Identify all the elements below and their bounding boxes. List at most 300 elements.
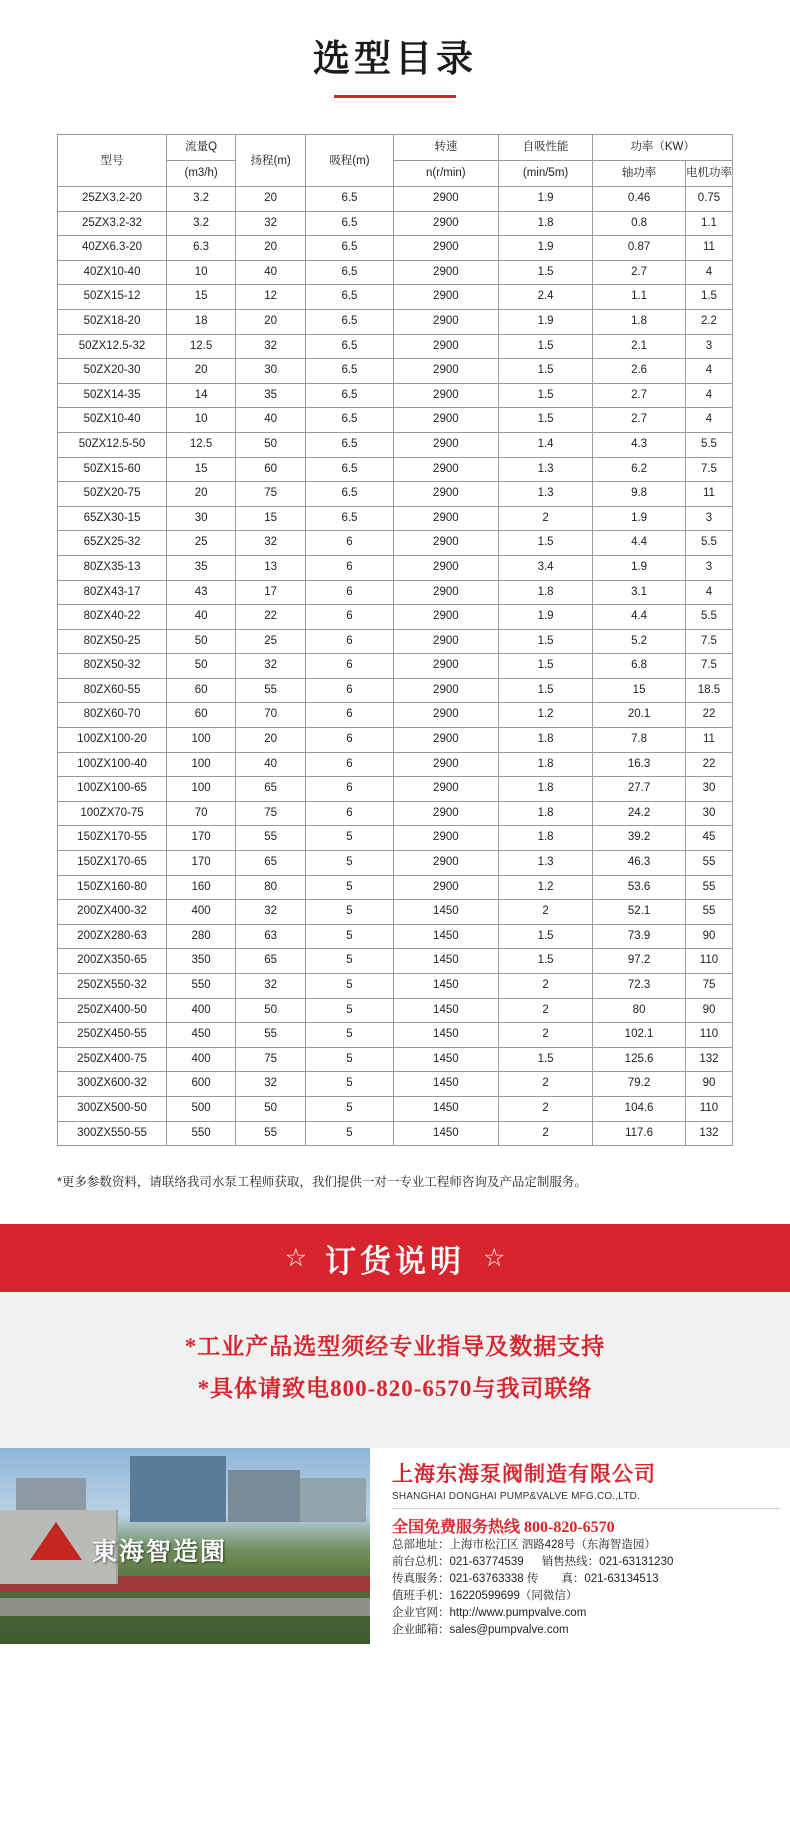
cell-value: 6.5 bbox=[306, 334, 394, 359]
cell-value: 5 bbox=[306, 974, 394, 999]
table-row bbox=[58, 506, 733, 531]
cell-value: 1450 bbox=[393, 1023, 498, 1048]
cell-value: 32 bbox=[236, 974, 306, 999]
cell-value: 18.5 bbox=[685, 678, 732, 703]
table-row bbox=[58, 1096, 733, 1121]
cell-value: 6 bbox=[306, 555, 394, 580]
cell-value: 20 bbox=[236, 728, 306, 753]
th-speed: 转速 bbox=[393, 135, 498, 161]
cell-model: 150ZX170-55 bbox=[58, 826, 167, 851]
table-row bbox=[58, 334, 733, 359]
order-section bbox=[0, 1224, 790, 1448]
cell-value: 15 bbox=[593, 678, 686, 703]
cell-value: 55 bbox=[685, 851, 732, 876]
cell-value: 550 bbox=[167, 974, 236, 999]
cell-value: 3 bbox=[685, 334, 732, 359]
cell-model: 65ZX25-32 bbox=[58, 531, 167, 556]
cell-value: 2900 bbox=[393, 703, 498, 728]
cell-value: 5 bbox=[306, 998, 394, 1023]
cell-value: 2.7 bbox=[593, 408, 686, 433]
cell-value: 1450 bbox=[393, 998, 498, 1023]
cell-value: 73.9 bbox=[593, 924, 686, 949]
table-row bbox=[58, 1047, 733, 1072]
table-row bbox=[58, 1121, 733, 1146]
cell-value: 6.5 bbox=[306, 309, 394, 334]
factory-photo bbox=[0, 1448, 370, 1644]
cell-value: 32 bbox=[236, 900, 306, 925]
company-name-cn: 上海东海泵阀制造有限公司 bbox=[392, 1462, 656, 1487]
cell-value: 4 bbox=[685, 408, 732, 433]
cell-value: 3.4 bbox=[498, 555, 592, 580]
cell-model: 80ZX35-13 bbox=[58, 555, 167, 580]
cell-value: 2900 bbox=[393, 309, 498, 334]
cell-value: 5 bbox=[306, 949, 394, 974]
cell-value: 6.2 bbox=[593, 457, 686, 482]
cell-value: 1.5 bbox=[498, 678, 592, 703]
table-row bbox=[58, 580, 733, 605]
th-speed-unit: n(r/min) bbox=[393, 161, 498, 187]
cell-model: 300ZX600-32 bbox=[58, 1072, 167, 1097]
cell-value: 110 bbox=[685, 1023, 732, 1048]
photo-road bbox=[0, 1598, 370, 1616]
table-row bbox=[58, 482, 733, 507]
cell-value: 2900 bbox=[393, 359, 498, 384]
cell-model: 300ZX550-55 bbox=[58, 1121, 167, 1146]
cell-value: 12.5 bbox=[167, 432, 236, 457]
cell-value: 0.46 bbox=[593, 187, 686, 212]
table-row bbox=[58, 826, 733, 851]
cell-value: 60 bbox=[167, 703, 236, 728]
cell-value: 1450 bbox=[393, 1072, 498, 1097]
cell-value: 75 bbox=[236, 801, 306, 826]
cell-value: 1450 bbox=[393, 1121, 498, 1146]
cell-value: 5 bbox=[306, 826, 394, 851]
cell-value: 75 bbox=[685, 974, 732, 999]
cell-value: 2900 bbox=[393, 678, 498, 703]
cell-value: 1450 bbox=[393, 900, 498, 925]
cell-value: 72.3 bbox=[593, 974, 686, 999]
table-row bbox=[58, 949, 733, 974]
spec-table-body bbox=[58, 187, 733, 1146]
cell-value: 55 bbox=[236, 1121, 306, 1146]
cell-value: 1450 bbox=[393, 1047, 498, 1072]
cell-value: 4 bbox=[685, 580, 732, 605]
footer-contact-row bbox=[392, 1588, 780, 1605]
table-row bbox=[58, 974, 733, 999]
table-row bbox=[58, 285, 733, 310]
company-logo-icon bbox=[30, 1522, 82, 1560]
cell-value: 70 bbox=[236, 703, 306, 728]
table-row bbox=[58, 408, 733, 433]
cell-value: 55 bbox=[236, 1023, 306, 1048]
cell-value: 0.87 bbox=[593, 236, 686, 261]
cell-value: 6 bbox=[306, 629, 394, 654]
cell-value: 20 bbox=[167, 482, 236, 507]
cell-value: 100 bbox=[167, 728, 236, 753]
cell-value: 1.5 bbox=[498, 334, 592, 359]
cell-value: 40 bbox=[167, 605, 236, 630]
cell-value: 1.1 bbox=[593, 285, 686, 310]
cell-value: 5 bbox=[306, 1047, 394, 1072]
cell-value: 60 bbox=[236, 457, 306, 482]
cell-value: 65 bbox=[236, 777, 306, 802]
cell-value: 0.75 bbox=[685, 187, 732, 212]
cell-value: 1.5 bbox=[498, 260, 592, 285]
cell-value: 5.5 bbox=[685, 432, 732, 457]
cell-value: 2 bbox=[498, 1072, 592, 1097]
cell-value: 4 bbox=[685, 359, 732, 384]
cell-value: 400 bbox=[167, 998, 236, 1023]
cell-value: 1.5 bbox=[498, 949, 592, 974]
cell-value: 1.2 bbox=[498, 875, 592, 900]
cell-value: 22 bbox=[236, 605, 306, 630]
table-row bbox=[58, 801, 733, 826]
cell-model: 200ZX400-32 bbox=[58, 900, 167, 925]
cell-value: 4 bbox=[685, 383, 732, 408]
cell-value: 1.8 bbox=[593, 309, 686, 334]
table-row bbox=[58, 875, 733, 900]
cell-value: 1.4 bbox=[498, 432, 592, 457]
cell-value: 6 bbox=[306, 728, 394, 753]
cell-value: 22 bbox=[685, 703, 732, 728]
cell-value: 4.4 bbox=[593, 605, 686, 630]
footer-contact-left: 企业官网：http://www.pumpvalve.com bbox=[392, 1607, 587, 1620]
cell-value: 2900 bbox=[393, 728, 498, 753]
cell-value: 2900 bbox=[393, 629, 498, 654]
cell-value: 50 bbox=[236, 1096, 306, 1121]
th-motor-power: 电机功率 bbox=[685, 161, 732, 187]
cell-value: 90 bbox=[685, 1072, 732, 1097]
table-row bbox=[58, 678, 733, 703]
cell-value: 1.8 bbox=[498, 826, 592, 851]
cell-value: 1450 bbox=[393, 924, 498, 949]
cell-model: 65ZX30-15 bbox=[58, 506, 167, 531]
cell-value: 15 bbox=[167, 285, 236, 310]
hotline: 全国免费服务热线 800-820-6570 bbox=[392, 1508, 780, 1537]
cell-value: 6.5 bbox=[306, 359, 394, 384]
cell-value: 55 bbox=[685, 900, 732, 925]
cell-model: 150ZX160-80 bbox=[58, 875, 167, 900]
footer-contact-row bbox=[392, 1537, 780, 1554]
cell-value: 2900 bbox=[393, 408, 498, 433]
cell-value: 5 bbox=[306, 900, 394, 925]
cell-value: 5.2 bbox=[593, 629, 686, 654]
cell-value: 2900 bbox=[393, 801, 498, 826]
photo-building-3 bbox=[300, 1478, 366, 1522]
cell-value: 100 bbox=[167, 752, 236, 777]
cell-value: 3 bbox=[685, 506, 732, 531]
cell-value: 2 bbox=[498, 1096, 592, 1121]
footer-contact-row bbox=[392, 1605, 780, 1622]
cell-value: 12.5 bbox=[167, 334, 236, 359]
cell-value: 1.9 bbox=[498, 309, 592, 334]
cell-model: 200ZX350-65 bbox=[58, 949, 167, 974]
cell-value: 5.5 bbox=[685, 531, 732, 556]
cell-value: 1.8 bbox=[498, 752, 592, 777]
cell-value: 5 bbox=[306, 1072, 394, 1097]
cell-value: 3.2 bbox=[167, 211, 236, 236]
cell-value: 2900 bbox=[393, 777, 498, 802]
cell-value: 2 bbox=[498, 506, 592, 531]
cell-model: 40ZX6.3-20 bbox=[58, 236, 167, 261]
cell-model: 25ZX3.2-32 bbox=[58, 211, 167, 236]
cell-value: 1.9 bbox=[498, 187, 592, 212]
cell-value: 5 bbox=[306, 924, 394, 949]
table-row bbox=[58, 236, 733, 261]
table-row bbox=[58, 924, 733, 949]
cell-value: 2.7 bbox=[593, 383, 686, 408]
cell-value: 30 bbox=[167, 506, 236, 531]
cell-value: 2.4 bbox=[498, 285, 592, 310]
cell-value: 100 bbox=[167, 777, 236, 802]
cell-model: 80ZX50-25 bbox=[58, 629, 167, 654]
cell-value: 2900 bbox=[393, 506, 498, 531]
cell-value: 1.8 bbox=[498, 580, 592, 605]
cell-value: 5 bbox=[306, 1096, 394, 1121]
cell-value: 2900 bbox=[393, 826, 498, 851]
page-title: 选型目录 bbox=[313, 39, 477, 80]
cell-model: 80ZX50-32 bbox=[58, 654, 167, 679]
cell-value: 40 bbox=[236, 408, 306, 433]
cell-value: 40 bbox=[236, 752, 306, 777]
cell-value: 43 bbox=[167, 580, 236, 605]
th-flow: 流量Q bbox=[167, 135, 236, 161]
table-row bbox=[58, 777, 733, 802]
cell-value: 2900 bbox=[393, 580, 498, 605]
th-power: 功率（KW） bbox=[593, 135, 733, 161]
cell-model: 80ZX40-22 bbox=[58, 605, 167, 630]
cell-value: 32 bbox=[236, 531, 306, 556]
cell-value: 1.3 bbox=[498, 851, 592, 876]
cell-value: 450 bbox=[167, 1023, 236, 1048]
cell-model: 80ZX60-70 bbox=[58, 703, 167, 728]
cell-value: 32 bbox=[236, 334, 306, 359]
cell-value: 3.1 bbox=[593, 580, 686, 605]
cell-value: 6 bbox=[306, 801, 394, 826]
cell-value: 6.5 bbox=[306, 457, 394, 482]
cell-value: 104.6 bbox=[593, 1096, 686, 1121]
cell-value: 80 bbox=[593, 998, 686, 1023]
cell-value: 30 bbox=[685, 777, 732, 802]
cell-value: 6.3 bbox=[167, 236, 236, 261]
cell-value: 50 bbox=[236, 432, 306, 457]
order-line-2: *具体请致电800-820-6570与我司联络 bbox=[197, 1376, 593, 1402]
cell-value: 1450 bbox=[393, 974, 498, 999]
table-row bbox=[58, 851, 733, 876]
cell-value: 400 bbox=[167, 1047, 236, 1072]
photo-building-1 bbox=[130, 1456, 226, 1522]
cell-value: 17 bbox=[236, 580, 306, 605]
th-model: 型号 bbox=[58, 135, 167, 187]
cell-value: 3.2 bbox=[167, 187, 236, 212]
cell-model: 50ZX14-35 bbox=[58, 383, 167, 408]
company-name-en: SHANGHAI DONGHAI PUMP&VALVE MFG.CO.,LTD. bbox=[392, 1491, 641, 1503]
cell-value: 1.9 bbox=[593, 555, 686, 580]
cell-value: 55 bbox=[236, 826, 306, 851]
cell-value: 1.9 bbox=[498, 605, 592, 630]
cell-value: 2900 bbox=[393, 187, 498, 212]
cell-value: 1.1 bbox=[685, 211, 732, 236]
cell-model: 250ZX550-32 bbox=[58, 974, 167, 999]
footer-contact-rows bbox=[392, 1537, 780, 1639]
spec-table bbox=[57, 134, 733, 1146]
cell-value: 63 bbox=[236, 924, 306, 949]
spec-table-head bbox=[58, 135, 733, 187]
cell-value: 1.8 bbox=[498, 777, 592, 802]
footer-contact-left: 传真服务：021-63763338 传 真：021-63134513 bbox=[392, 1573, 659, 1586]
cell-value: 5 bbox=[306, 851, 394, 876]
cell-value: 4.3 bbox=[593, 432, 686, 457]
cell-value: 2 bbox=[498, 1023, 592, 1048]
cell-value: 280 bbox=[167, 924, 236, 949]
cell-value: 2.6 bbox=[593, 359, 686, 384]
cell-value: 46.3 bbox=[593, 851, 686, 876]
cell-value: 12 bbox=[236, 285, 306, 310]
cell-value: 45 bbox=[685, 826, 732, 851]
th-shaft-power: 轴功率 bbox=[593, 161, 686, 187]
footer-contact-left: 总部地址：上海市松江区 泗路428号（东海智造园） bbox=[392, 1539, 656, 1552]
table-row bbox=[58, 1072, 733, 1097]
cell-value: 6 bbox=[306, 580, 394, 605]
cell-value: 5 bbox=[306, 875, 394, 900]
cell-value: 39.2 bbox=[593, 826, 686, 851]
cell-value: 132 bbox=[685, 1121, 732, 1146]
cell-value: 65 bbox=[236, 949, 306, 974]
cell-value: 55 bbox=[685, 875, 732, 900]
cell-value: 65 bbox=[236, 851, 306, 876]
cell-value: 117.6 bbox=[593, 1121, 686, 1146]
cell-value: 2 bbox=[498, 1121, 592, 1146]
star-right-icon: ☆ bbox=[483, 1243, 506, 1272]
cell-value: 6.5 bbox=[306, 408, 394, 433]
cell-value: 50 bbox=[167, 629, 236, 654]
cell-value: 75 bbox=[236, 1047, 306, 1072]
cell-value: 3 bbox=[685, 555, 732, 580]
cell-value: 110 bbox=[685, 1096, 732, 1121]
cell-value: 6 bbox=[306, 605, 394, 630]
cell-value: 1.2 bbox=[498, 703, 592, 728]
spec-table-wrapper bbox=[0, 98, 790, 1146]
cell-value: 2900 bbox=[393, 432, 498, 457]
table-row bbox=[58, 555, 733, 580]
cell-value: 2900 bbox=[393, 851, 498, 876]
cell-value: 1.5 bbox=[685, 285, 732, 310]
table-row bbox=[58, 531, 733, 556]
cell-value: 4 bbox=[685, 260, 732, 285]
photo-logo-text: 東海智造園 bbox=[92, 1539, 228, 1567]
table-row bbox=[58, 187, 733, 212]
table-row bbox=[58, 211, 733, 236]
cell-value: 15 bbox=[236, 506, 306, 531]
cell-value: 20 bbox=[236, 187, 306, 212]
cell-value: 160 bbox=[167, 875, 236, 900]
cell-model: 50ZX12.5-32 bbox=[58, 334, 167, 359]
cell-value: 2900 bbox=[393, 875, 498, 900]
cell-value: 97.2 bbox=[593, 949, 686, 974]
cell-value: 6.5 bbox=[306, 482, 394, 507]
cell-value: 132 bbox=[685, 1047, 732, 1072]
cell-value: 5 bbox=[306, 1023, 394, 1048]
cell-value: 10 bbox=[167, 408, 236, 433]
cell-value: 6.5 bbox=[306, 432, 394, 457]
cell-model: 50ZX15-60 bbox=[58, 457, 167, 482]
cell-value: 11 bbox=[685, 482, 732, 507]
th-suction: 吸程(m) bbox=[306, 135, 394, 187]
cell-value: 170 bbox=[167, 851, 236, 876]
table-row bbox=[58, 752, 733, 777]
cell-value: 2900 bbox=[393, 334, 498, 359]
cell-value: 15 bbox=[167, 457, 236, 482]
cell-value: 125.6 bbox=[593, 1047, 686, 1072]
th-selfprime: 自吸性能 bbox=[498, 135, 592, 161]
cell-value: 2900 bbox=[393, 457, 498, 482]
cell-value: 9.8 bbox=[593, 482, 686, 507]
cell-value: 2900 bbox=[393, 482, 498, 507]
cell-value: 10 bbox=[167, 260, 236, 285]
cell-value: 32 bbox=[236, 654, 306, 679]
order-banner-title: 订货说明 bbox=[325, 1243, 465, 1279]
cell-value: 32 bbox=[236, 1072, 306, 1097]
cell-value: 11 bbox=[685, 236, 732, 261]
cell-value: 25 bbox=[236, 629, 306, 654]
cell-value: 6.5 bbox=[306, 506, 394, 531]
cell-value: 1.5 bbox=[498, 383, 592, 408]
cell-value: 1450 bbox=[393, 1096, 498, 1121]
table-row bbox=[58, 900, 733, 925]
cell-value: 7.5 bbox=[685, 654, 732, 679]
cell-value: 5.5 bbox=[685, 605, 732, 630]
footer-contact-right: 销售热线：021-63131230 bbox=[541, 1556, 674, 1569]
cell-value: 2 bbox=[498, 998, 592, 1023]
cell-value: 18 bbox=[167, 309, 236, 334]
th-flow-unit: (m3/h) bbox=[167, 161, 236, 187]
header-row-top bbox=[58, 135, 733, 161]
cell-value: 40 bbox=[236, 260, 306, 285]
cell-value: 170 bbox=[167, 826, 236, 851]
table-row bbox=[58, 654, 733, 679]
cell-value: 0.8 bbox=[593, 211, 686, 236]
cell-model: 50ZX15-12 bbox=[58, 285, 167, 310]
table-row bbox=[58, 457, 733, 482]
cell-model: 80ZX60-55 bbox=[58, 678, 167, 703]
cell-value: 1.9 bbox=[498, 236, 592, 261]
cell-value: 1.5 bbox=[498, 531, 592, 556]
cell-value: 1.9 bbox=[593, 506, 686, 531]
cell-value: 2900 bbox=[393, 654, 498, 679]
order-line-1: *工业产品选型须经专业指导及数据支持 bbox=[184, 1334, 606, 1360]
cell-value: 35 bbox=[167, 555, 236, 580]
cell-value: 2900 bbox=[393, 260, 498, 285]
cell-value: 6 bbox=[306, 752, 394, 777]
cell-model: 100ZX100-65 bbox=[58, 777, 167, 802]
cell-value: 22 bbox=[685, 752, 732, 777]
cell-model: 300ZX500-50 bbox=[58, 1096, 167, 1121]
cell-value: 1.5 bbox=[498, 408, 592, 433]
cell-model: 50ZX20-75 bbox=[58, 482, 167, 507]
cell-value: 6.5 bbox=[306, 260, 394, 285]
cell-value: 70 bbox=[167, 801, 236, 826]
cell-value: 53.6 bbox=[593, 875, 686, 900]
cell-value: 20 bbox=[236, 236, 306, 261]
page-title-block bbox=[0, 0, 790, 98]
cell-value: 1.5 bbox=[498, 1047, 592, 1072]
cell-value: 7.5 bbox=[685, 457, 732, 482]
cell-value: 1.5 bbox=[498, 924, 592, 949]
cell-value: 11 bbox=[685, 728, 732, 753]
cell-value: 80 bbox=[236, 875, 306, 900]
cell-value: 400 bbox=[167, 900, 236, 925]
cell-value: 2 bbox=[498, 974, 592, 999]
